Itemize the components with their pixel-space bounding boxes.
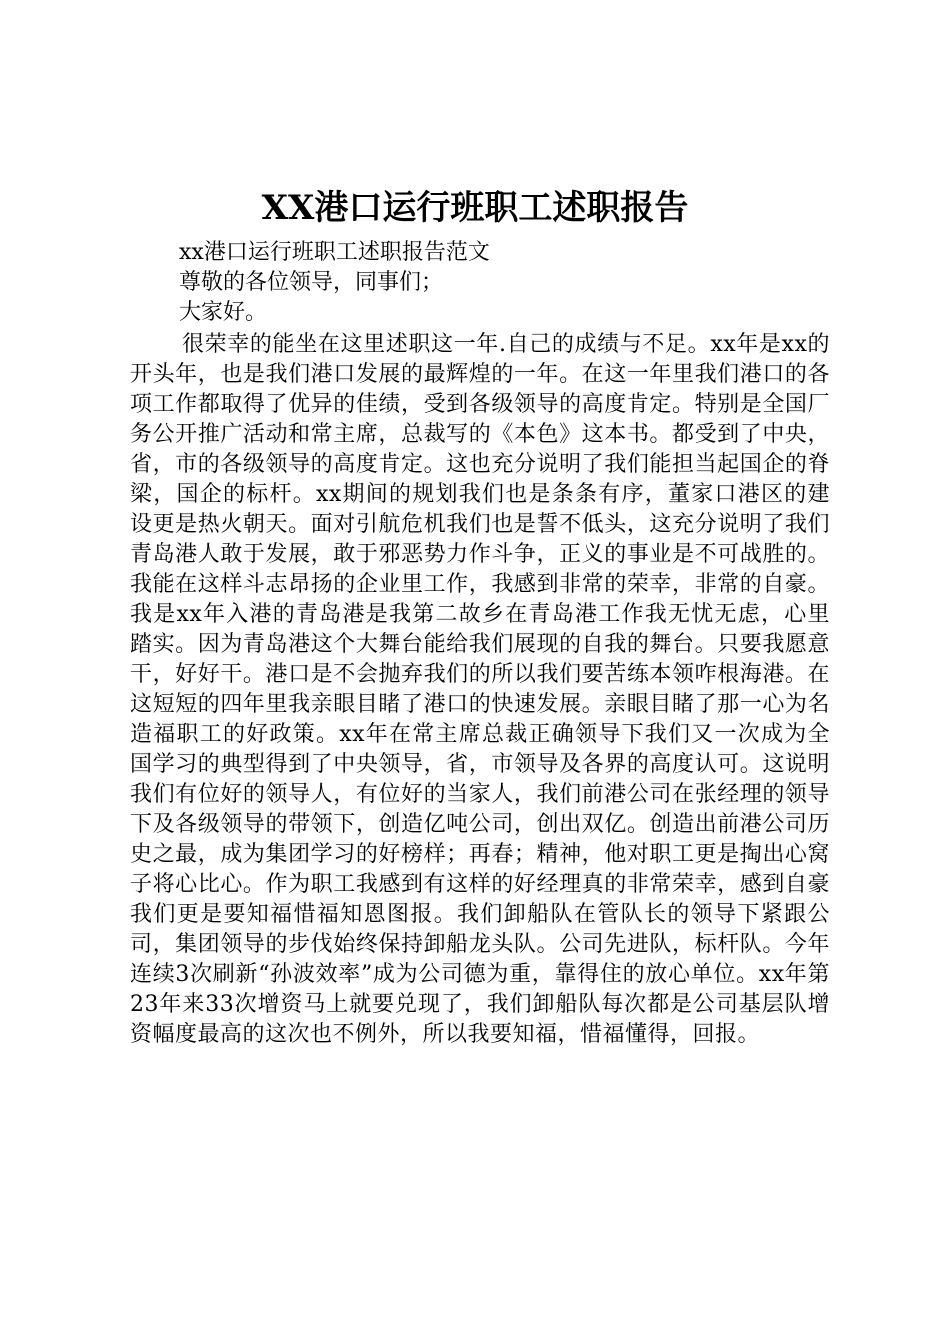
body-paragraph: 很荣幸的能坐在这里述职这一年.自己的成绩与不足。xx年是xx的开头年，也是我们港口发展的最辉煌的一年。在这一年里我们港口的各项工作都取得了优异的佳绩，受到各级领导的高度肯定。特别是全国厂务公开推广活动和常主席，总裁写的《本色》这本书。都受到了中央，省，市的各级领导的高度肯定。这也充分说明了我们能担当起国企的脊梁，国企的标杆。xx期间的规划我们也是条条有序，董家口港区的建设更是热火朝天。面对引航危机我们也是誓不低头，这充分说明了我们青岛港人敢于发展，敢于邪恶势力作斗争，正义的事业是不可战胜的。我能在这样斗志昂扬的企业里工作，我感到非常的荣幸，非常的自豪。我是xx年入港的青岛港是我第二故乡在青岛港工作我无忧无虑，心里踏实。因为青岛港这个大舞台能给我们展现的自我的舞台。只要我愿意干，好好干。港口是不会抛弃我们的所以我们要苦练本领咋根海港。在这短短的四年里我亲眼目睹了港口的快速发展。亲眼目睹了那一心为名造福职工的好政策。xx年在常主席总裁正确领导下我们又一次成为全国学习的典型得到了中央领导，省，市领导及各界的高度认可。这说明我们有位好的领导人，有位好的当家人，我们前港公司在张经理的领导下及各级领导的带领下，创造亿吨公司，创出双亿。创造出前港公司历史之最，成为集团学习的好榜样；再春；精神，他对职工更是掏出心窝子将心比心。作为职工我感到有这样的好经理真的非常荣幸，感到自豪我们更是要知福惜福知恩图报。我们卸船队在管队长的领导下紧跟公司，集团领导的步伐始终保持卸船龙头队。公司先进队，标杆队。今年连续3次刷新“孙波效率”成为公司德为重，靠得住的放心单位。xx年第23年来33次增资马上就要兑现了，我们卸船队每次都是公司基层队增资幅度最高的这次也不例外，所以我要知福，惜福懂得，回报。 [130,332,830,1047]
greeting: 大家好。 [179,300,268,325]
document-title: XX港口运行班职工述职报告 [261,188,689,228]
salutation: 尊敬的各位领导，同事们； [179,270,444,295]
document-subtitle: xx港口运行班职工述职报告范文 [179,240,490,265]
